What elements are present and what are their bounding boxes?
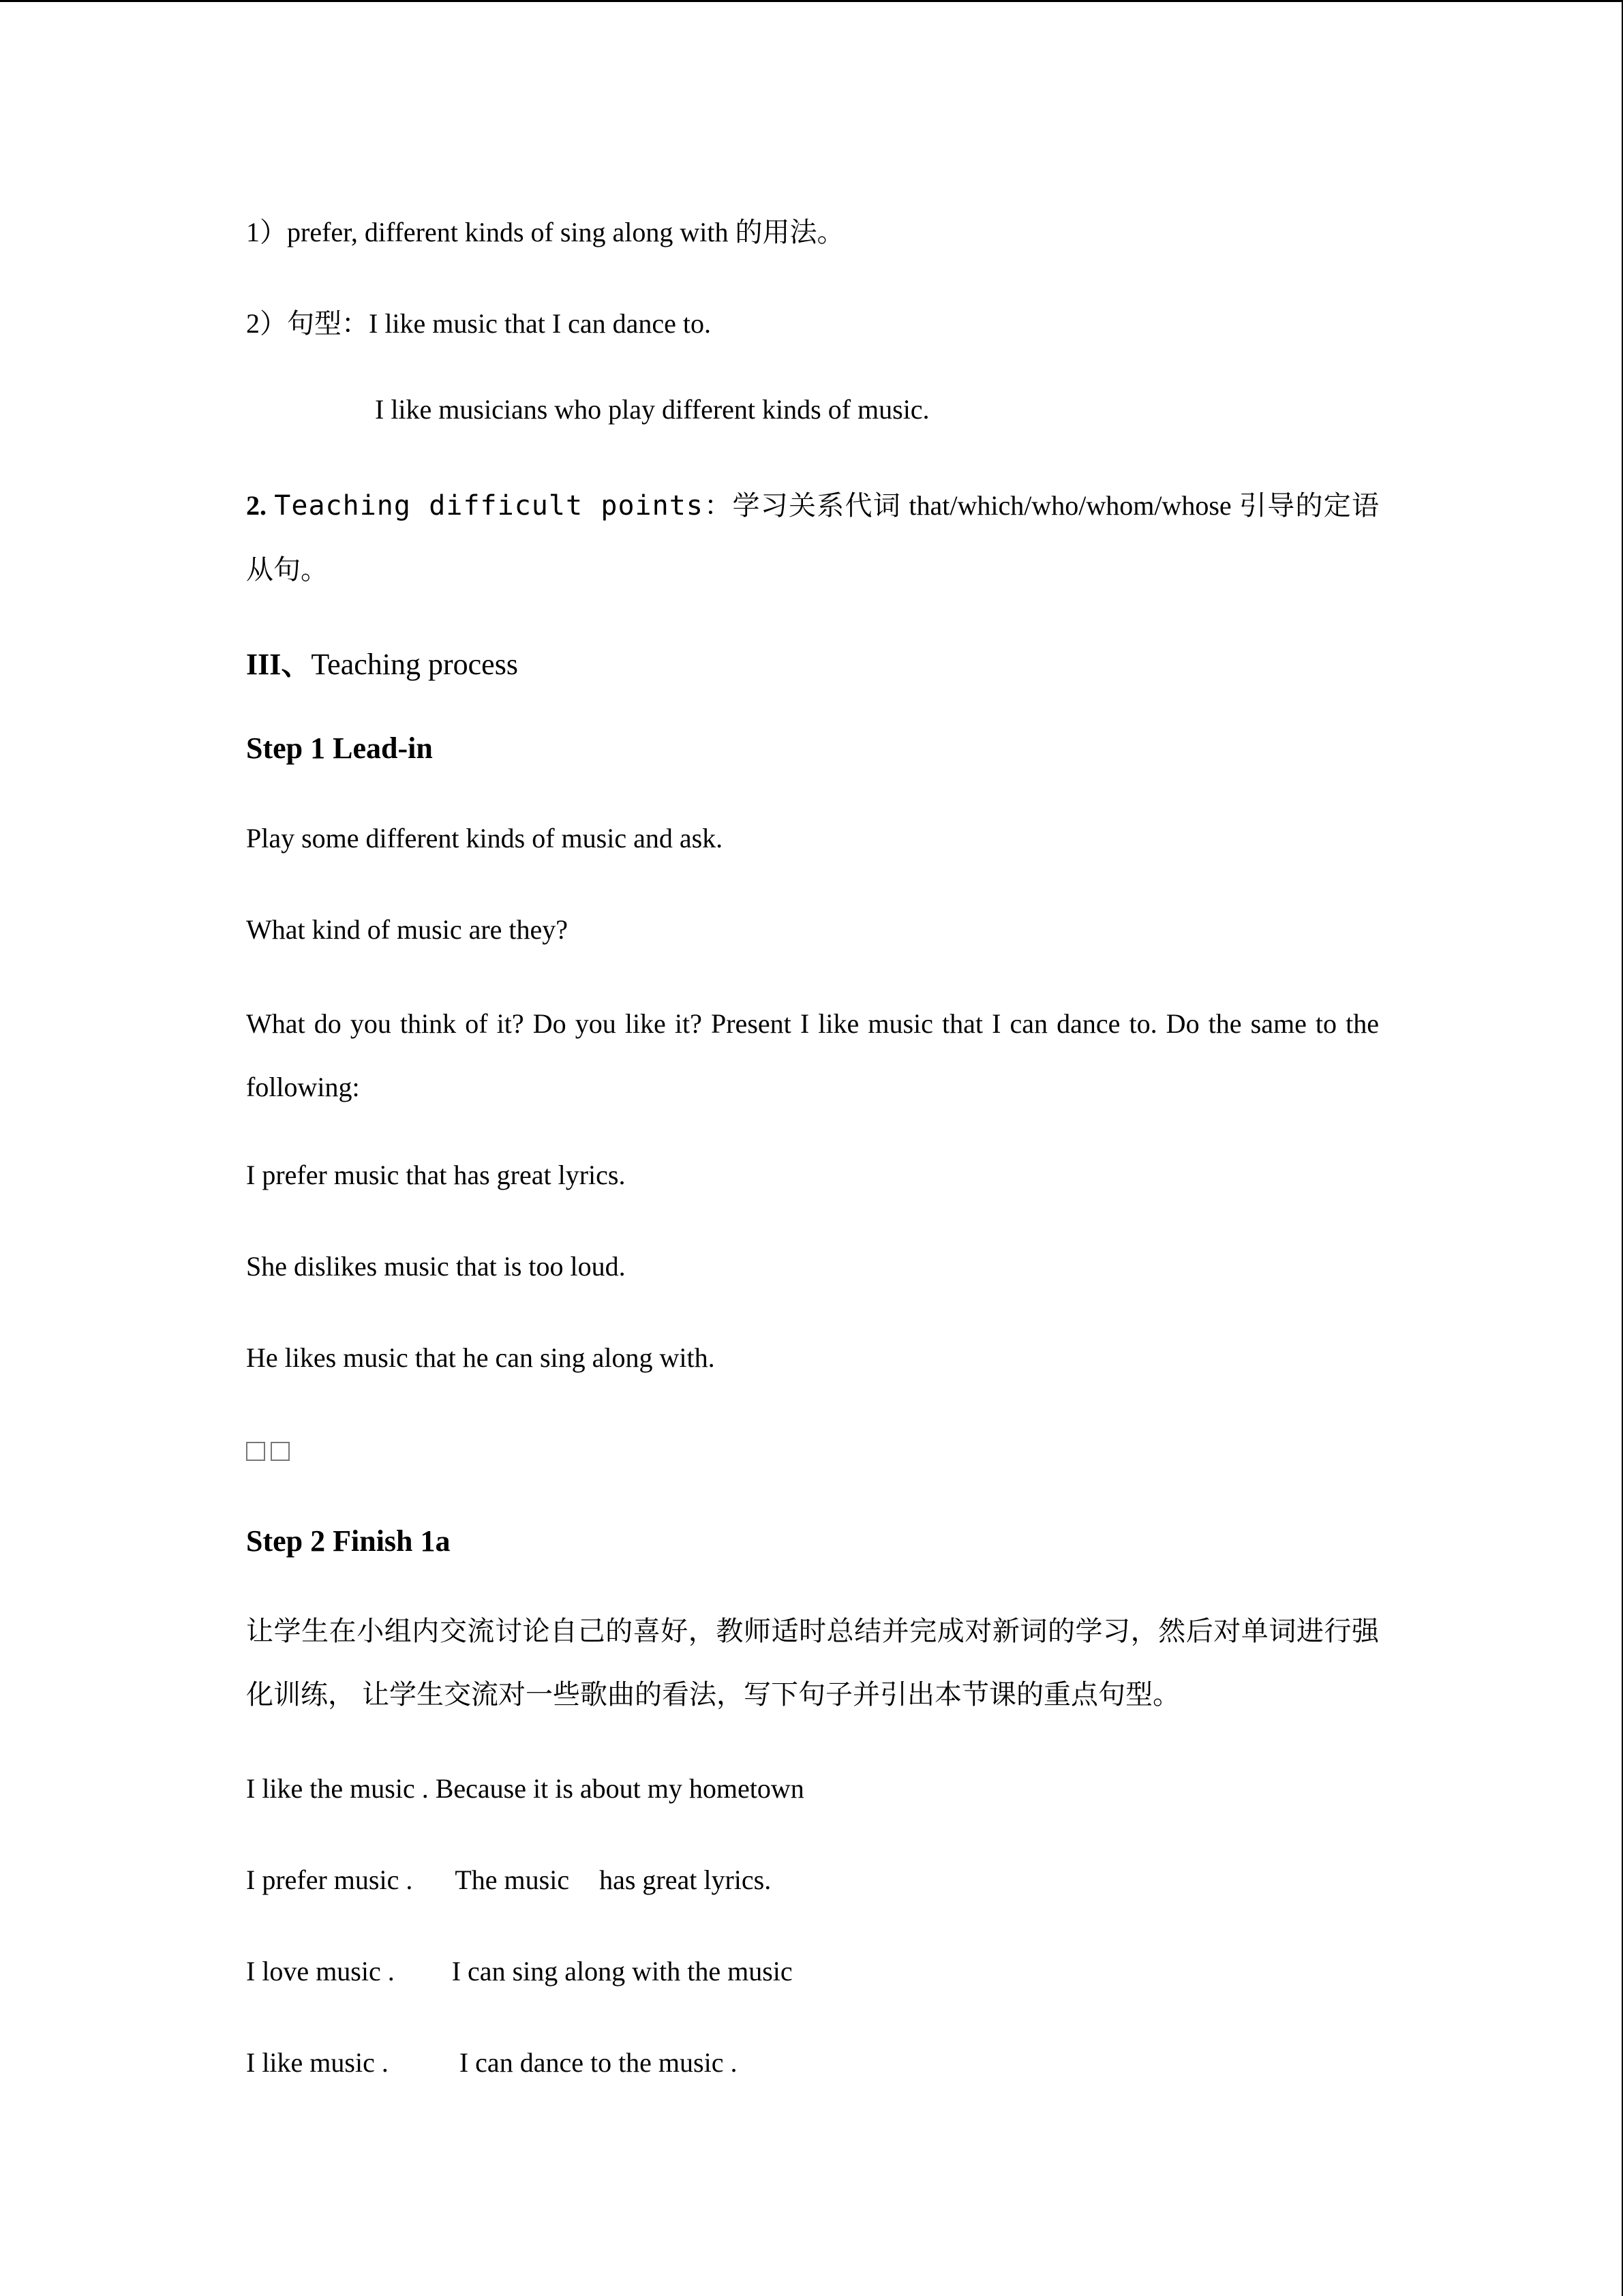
chinese-instruction-paragraph: 让学生在小组内交流讨论自己的喜好，教师适时总结并完成对新词的学习，然后对单词进行强化训练， 让学生交流对一些歌曲的看法，写下句子并引出本节课的重点句型。 [246, 1616, 1379, 1710]
difficult-points-label: Teaching difficult points [274, 490, 703, 522]
key-point-2-label: 2）句型： [246, 308, 369, 339]
example-4-part-b: I can dance to the music . [459, 2047, 738, 2078]
example-3-part-b: I can sing along with the music [451, 1956, 793, 1987]
example-sentence-1: I like the music . Because it is about my hometown [246, 1773, 804, 1804]
placeholder-box [271, 1442, 290, 1461]
paragraph-play-music: Play some different kinds of music and ask. [246, 823, 723, 854]
key-point-2 [246, 302, 711, 341]
difficult-points-text: ：学习关系代词 that/which/who/whom/whose 引导的定语从句。 [246, 490, 1380, 585]
placeholder-box [246, 1442, 265, 1461]
difficult-points-number: 2. [246, 490, 267, 521]
example-4-part-a: I like music . [246, 2047, 389, 2078]
section-number: III、 [246, 648, 312, 681]
example-2-part-a: I prefer music . [246, 1864, 413, 1895]
paragraph-what-kind: What kind of music are they? [246, 914, 568, 945]
difficult-points-paragraph [246, 474, 1379, 601]
example-2-part-b: The music [455, 1864, 570, 1895]
key-point-2-continuation: I like musicians who play different kinds of music. [375, 394, 930, 425]
key-point-1: 1）prefer, different kinds of sing along with 的用法。 [246, 217, 845, 247]
example-sentence-2 [246, 1864, 771, 1896]
step-1-heading: Step 1 Lead-in [246, 731, 433, 765]
paragraph-what-think: What do you think of it? Do you like it? Present I like music that I can dance to. Do the same to the following: [246, 1008, 1379, 1102]
step-2-heading: Step 2 Finish 1a [246, 1524, 451, 1558]
key-point-2-text: I like music that I can dance to. [369, 308, 712, 339]
example-likes-sing-along: He likes music that he can sing along with. [246, 1342, 715, 1373]
example-sentence-3 [246, 1955, 793, 1987]
example-dislikes-loud: She dislikes music that is too loud. [246, 1251, 626, 1282]
placeholder-boxes [246, 1442, 290, 1461]
example-sentence-4 [246, 2046, 737, 2079]
example-3-part-a: I love music . [246, 1956, 395, 1987]
section-heading-teaching-process [246, 639, 518, 683]
section-title: Teaching process [311, 648, 518, 681]
example-2-part-c: has great lyrics. [599, 1864, 772, 1895]
example-prefer-lyrics: I prefer music that has great lyrics. [246, 1160, 626, 1190]
